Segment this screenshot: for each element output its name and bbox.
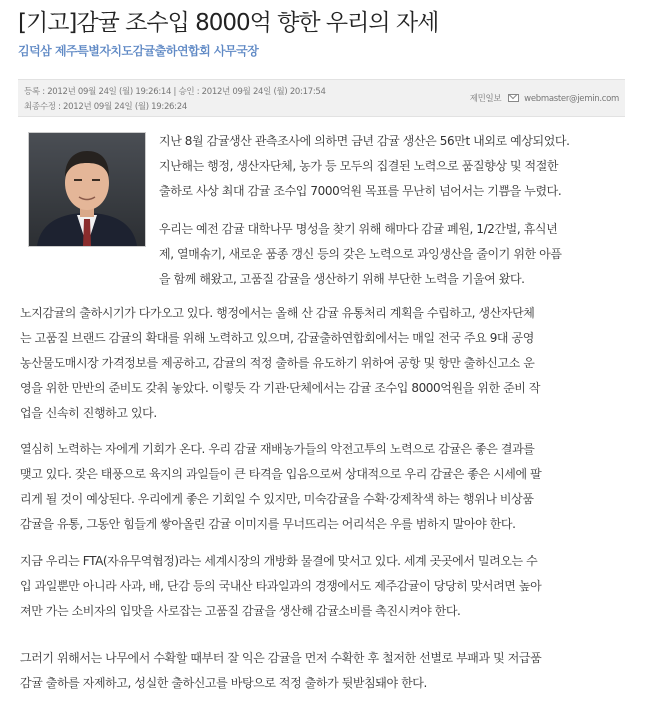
paragraph-5: 지금 우리는 FTA(자유무역협정)라는 세계시장의 개방화 물결에 맞서고 있다. 세계 곳곳에서 밀려오는 수 입 과일뿐만 아니라 사과, 배, 단감 등의 국내산 타과일과의 경쟁에서도 제주감귤이 당당히 맞서려면 높아 져만 가는 소비자의 입맛을 사로잡는 고품질 감귤을 생산해 감귤소비를 촉진시켜야 한다. [20, 554, 542, 618]
article-title: [기고]감귤 조수입 8000억 향한 우리의 자세 [18, 10, 439, 36]
paragraph-1: 지난 8월 감귤생산 관측조사에 의하면 금년 감귤 생산은 56만t 내외로 예상되었다. 지난해는 행정, 생산자단체, 농가 등 모두의 집결된 노력으로 품질향상 및 적절한 출하로 사상 최대 감귤 조수입 7000억원 목표를 무난히 넘어서는 기쁨을 누렸다. [159, 134, 570, 198]
paragraph-2: 우리는 예전 감귤 대학나무 명성을 찾기 위해 해마다 감귤 폐원, 1/2간벌, 휴식년 제, 열매솎기, 새로운 품종 갱신 등의 갖은 노력으로 과잉생산을 줄이기 위한 아픔 을 함께 해왔고, 고품질 감귤을 생산하기 위해 부단한 노력을 기울여 왔다. [159, 222, 562, 286]
article-byline: 김덕삼 제주특별자치도감귤출하연합회 사무국장 [18, 44, 259, 58]
author-photo [28, 132, 146, 247]
reporter-name: 제민일보 [469, 94, 502, 104]
meta-modified: 최종수정 : 2012년 09월 24일 (월) 19:26:24 [24, 102, 187, 112]
paragraph-6: 그러기 위해서는 나무에서 수확할 때부터 잘 익은 감귤을 먼저 수확한 후 철저한 선별로 부패과 및 저급품 감귤 출하를 자제하고, 성실한 출하신고를 바탕으로 적정 출하가 뒷받침돼야 한다. [20, 651, 542, 690]
reporter-email[interactable]: webmaster@jemin.com [524, 94, 619, 104]
paragraph-3: 노지감귤의 출하시기가 다가오고 있다. 행정에서는 올해 산 감귤 유통처리 계획을 수립하고, 생산자단체 는 고품질 브랜드 감귤의 확대를 위해 노력하고 있으며, 감귤출하연합회에서는 매일 전국 주요 9대 공영 농산물도매시장 가격정보를 제공하고, 감귤의 적정 출하를 유도하기 위하여 공항 및 항만 출하신고소 운 영을 위한 만반의 준비도 갖춰 놓았다. 이렇듯 각 기관·단체에서는 감귤 조수입 8000억원을 위한 준비 작 업을 신속히 진행하고 있다. [20, 306, 541, 420]
paragraph-4: 열심히 노력하는 자에게 기회가 온다. 우리 감귤 재배농가들의 악전고투의 노력으로 감귤은 좋은 결과를 맺고 있다. 잦은 태풍으로 육지의 과일들이 큰 타격을 입음으로써 상대적으로 우리 감귤은 좋은 시세에 팔 리게 될 것이 예상된다. 우리에게 좋은 기회일 수 있지만, 미숙감귤을 수확·강제착색 하는 행위나 비상품 감귤을 유통, 그동안 힘들게 쌓아올린 감귤 이미지를 무너뜨리는 어리석은 우를 범하지 말아야 한다. [20, 442, 542, 531]
article-meta-bar [18, 79, 625, 117]
meta-reporter [470, 92, 619, 104]
meta-dates: 등록 : 2012년 09월 24일 (월) 19:26:14 | 승인 : 2012년 09월 24일 (월) 20:17:54 [24, 87, 326, 97]
mail-icon [508, 94, 519, 102]
